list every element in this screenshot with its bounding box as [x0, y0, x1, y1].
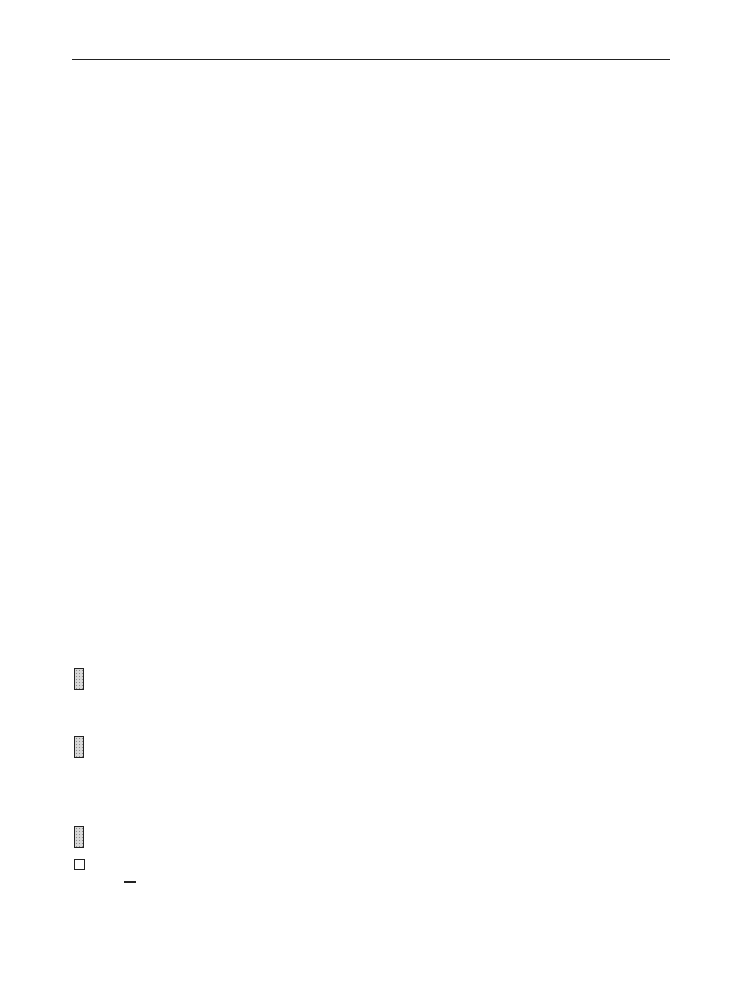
header-rule: [72, 59, 670, 60]
page-header: [72, 44, 670, 60]
section-heading-cour-des-comptes: [74, 668, 84, 690]
subhead-avis-importateurs: [74, 857, 91, 872]
section-heading-naturalisations: [74, 736, 84, 758]
ministry-heading: [124, 881, 136, 883]
square-bullet-icon: [74, 859, 85, 870]
section-heading-avis: [74, 826, 84, 848]
